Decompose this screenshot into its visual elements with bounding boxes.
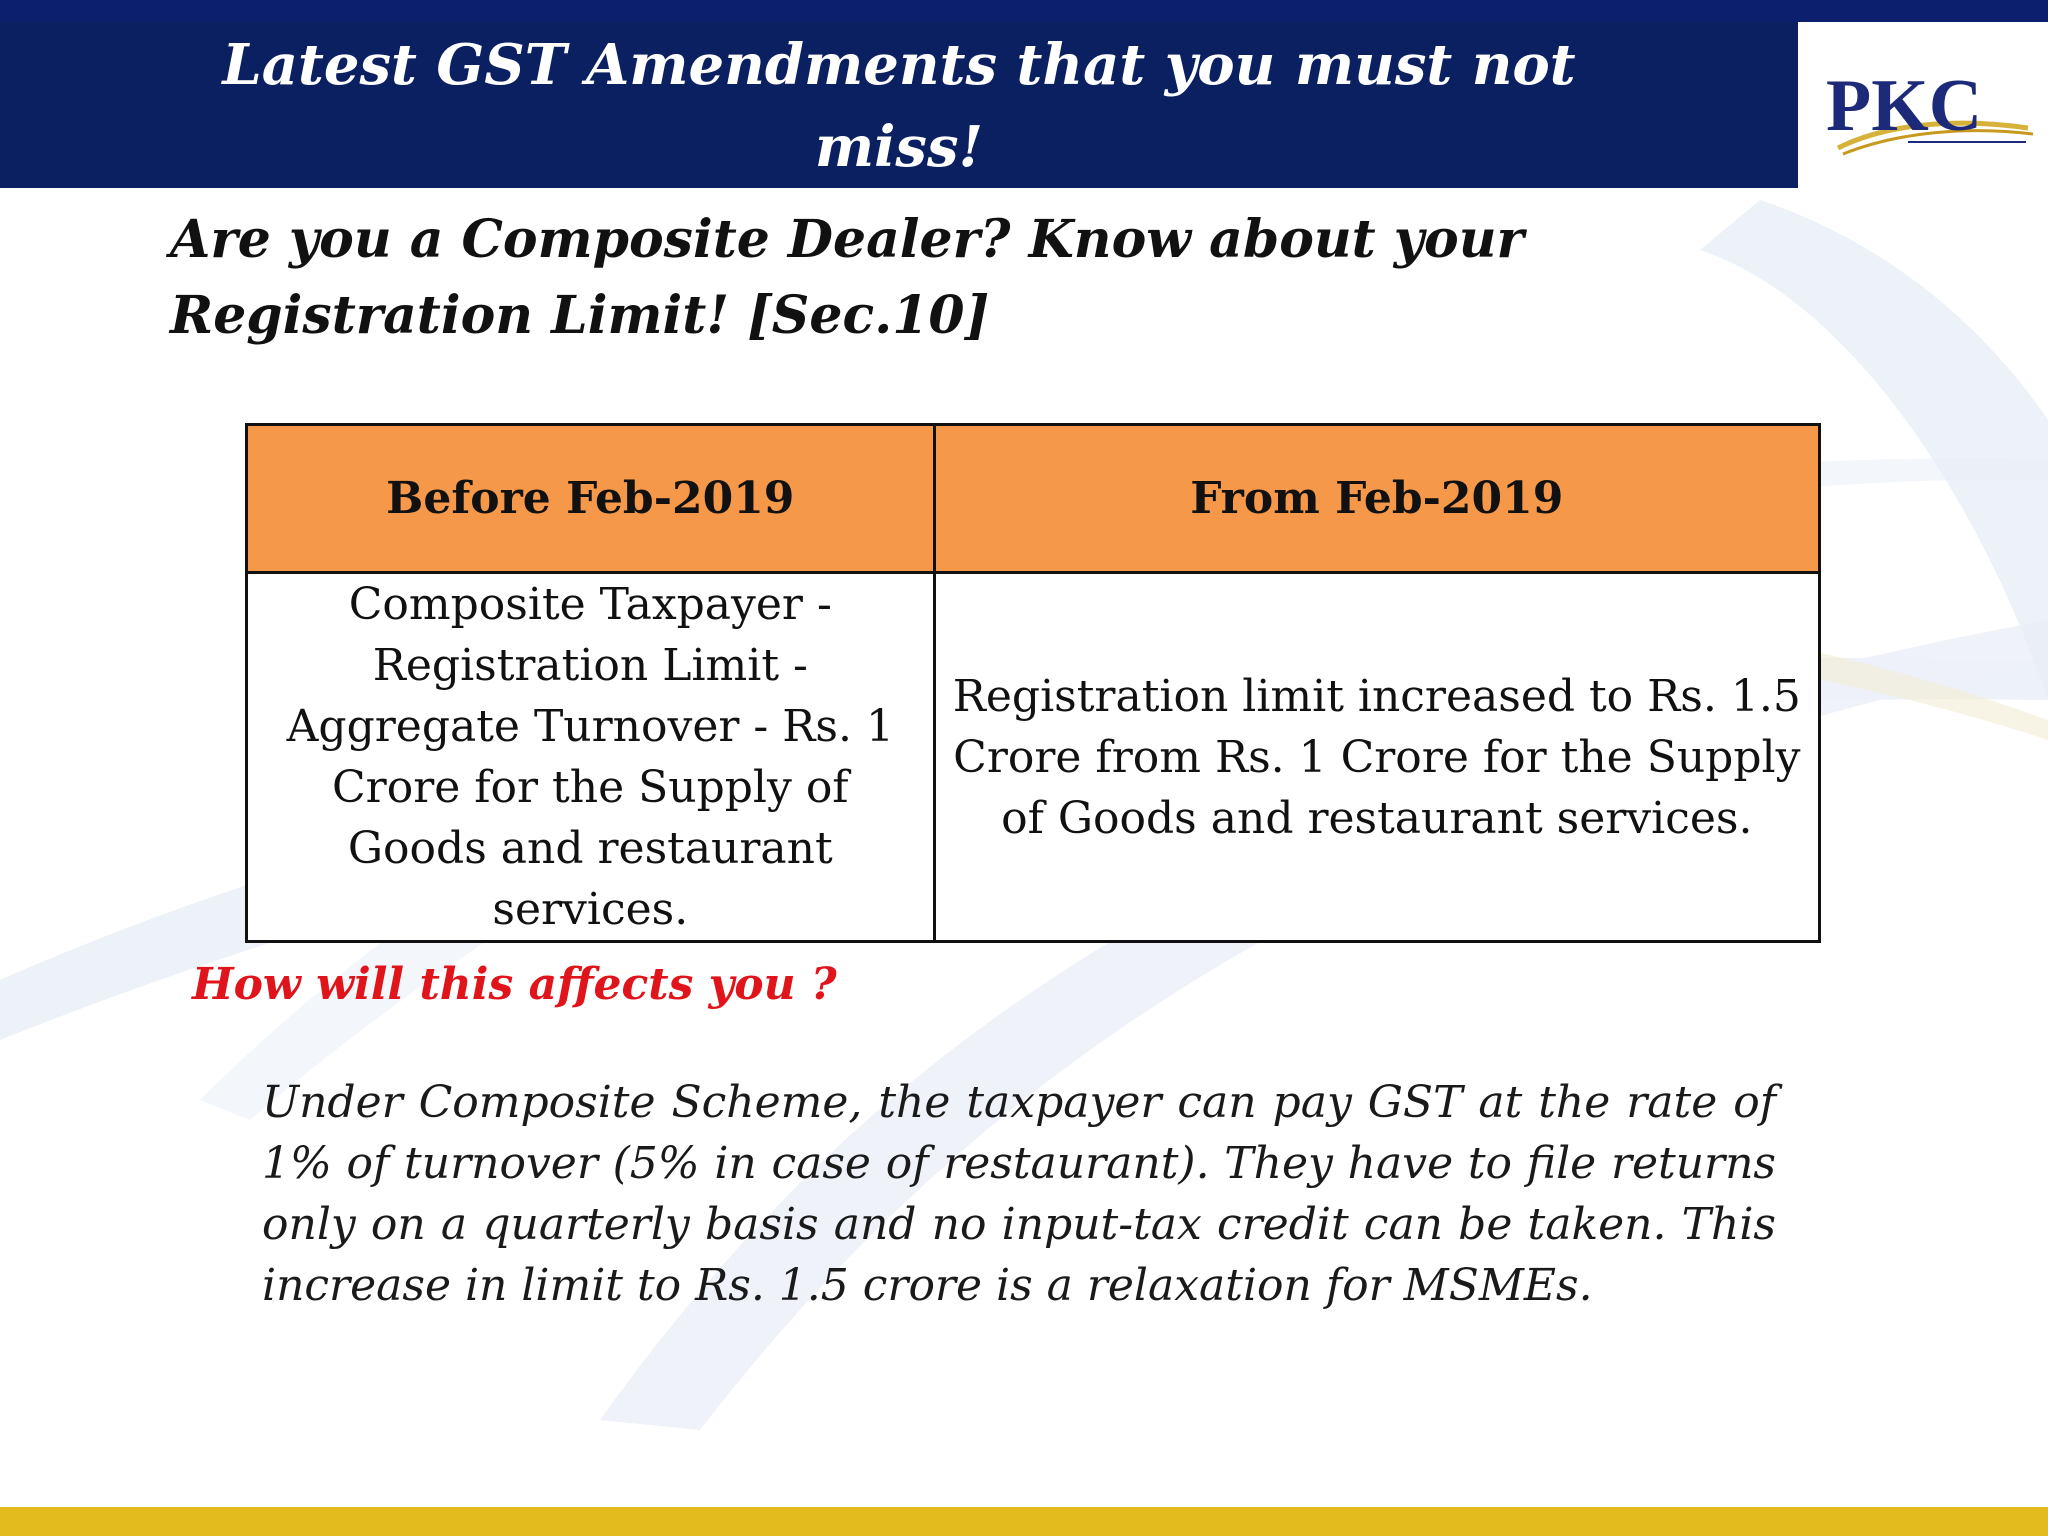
cell-after: Registration limit increased to Rs. 1.5 Crore from Rs. 1 Crore for the Supply of Goods and restaurant services. bbox=[934, 573, 1819, 942]
top-strip bbox=[0, 0, 2048, 22]
impact-paragraph: Under Composite Scheme, the taxpayer can pay GST at the rate of 1% of turnover (5% in case of restaurant). They have to file returns only on a quarterly basis and no input-tax credit can be taken. This increase in limit to Rs. 1.5 crore is a relaxation for MSMEs. bbox=[262, 1077, 1776, 1311]
pkc-logo-icon bbox=[1798, 28, 2048, 188]
cell-before: Composite Taxpayer - Registration Limit - Aggregate Turnover - Rs. 1 Crore for the Supply of Goods and restaurant services. bbox=[247, 573, 935, 942]
bottom-strip bbox=[0, 1507, 2048, 1536]
impact-heading: How will this affects you ? bbox=[192, 959, 837, 1010]
header-before: Before Feb-2019 bbox=[247, 425, 935, 573]
section-subtitle: Are you a Composite Dealer? Know about your Registration Limit! [Sec.10] bbox=[170, 209, 1524, 346]
header-after: From Feb-2019 bbox=[934, 425, 1819, 573]
table-header-row bbox=[247, 425, 1820, 573]
comparison-table bbox=[245, 423, 1821, 943]
logo-text: PKC bbox=[1826, 65, 1983, 147]
slide-title: Latest GST Amendments that you must not miss! bbox=[222, 32, 1576, 180]
pkc-logo bbox=[1798, 28, 2048, 188]
table-row bbox=[247, 573, 1820, 942]
